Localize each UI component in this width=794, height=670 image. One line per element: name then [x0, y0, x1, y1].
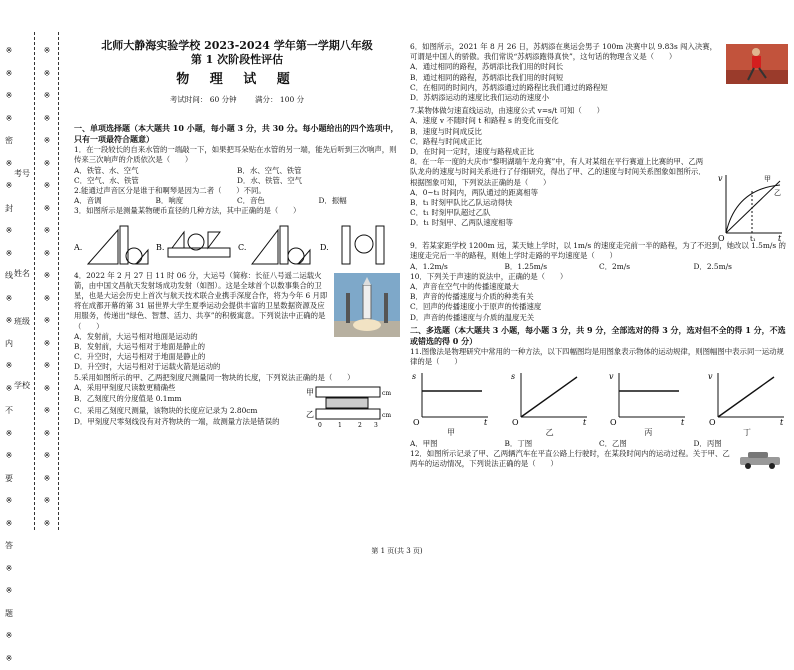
svg-text:0: 0	[318, 421, 322, 429]
question-8-text	[410, 157, 710, 241]
option: D．在时间一定时，速度与路程成正比	[410, 147, 535, 157]
coin-figure-b	[156, 220, 236, 268]
question-5-options	[74, 383, 304, 429]
seal-text: ※ ※ ※ ※ 密 ※ ※ 封 ※ ※ 线 ※ ※ 内 ※ ※ 不 ※ ※ 要 ※ ※ 答 ※ ※ 题 ※ ※	[5, 46, 13, 663]
exam-title: 第 1 次阶段性评估	[190, 53, 284, 66]
option: C．路程与时间成正比	[410, 136, 483, 146]
section1-heading: 一、单项选择题（本大题共 10 小题，每小题 3 分，共 30 分。每小题给出的四个选项中，只有一项最符合题意）	[74, 123, 399, 145]
option: D．甲刻度尺零刻线没有对齐物块的一端，故测量方法是错误的	[74, 417, 280, 427]
graph-name: 乙	[545, 428, 554, 438]
left-column	[74, 0, 400, 429]
option: A．通过相同的路程，苏炳添比我们用的时间长	[410, 62, 564, 72]
question-1: 1．在一段较长的自来水管的一端敲一下，如果把耳朵贴在水管的另一端，能先后听到三次响声，则传来三次响声的介质依次是（ ）	[74, 145, 397, 165]
exam-time: 考试时间： 60 分钟	[169, 95, 237, 104]
binding-line-left	[34, 32, 35, 530]
option: C．回声的传播速度小于原声的传播速度	[410, 302, 542, 312]
motion-graph-2	[509, 369, 591, 438]
option: B．声音的传播速度与介质的种类有关	[410, 292, 534, 302]
question-1-options	[74, 166, 400, 186]
svg-text:O: O	[511, 418, 519, 426]
option: C．升空时，大运号相对于地面是静止的	[74, 352, 206, 362]
svg-text:O: O	[708, 418, 716, 426]
graph-name: 丙	[644, 428, 653, 438]
svg-text:乙: 乙	[306, 409, 314, 419]
option: D．苏炳添运动的速度比我们运动的速度小	[410, 93, 549, 103]
subject-title: 物 理 试 题	[176, 72, 298, 87]
option: C．2m/s	[599, 261, 631, 271]
question-8-block	[410, 157, 788, 241]
svg-text:cm: cm	[382, 411, 392, 419]
binding-margin	[0, 0, 66, 663]
question-7-options	[410, 116, 788, 157]
option: B．通过相同的路程，苏炳添比我们用的时间短	[410, 72, 564, 82]
motion-graphs	[410, 369, 788, 438]
graph-name: 甲	[447, 428, 455, 438]
option: D．振幅	[318, 196, 347, 206]
option: A．速度 v 不随时间 t 和路程 s 的变化而变化	[410, 116, 559, 126]
exam-score: 满分： 100 分	[255, 95, 305, 104]
svg-text:t: t	[582, 418, 586, 426]
question-4: 4．2022 年 2 月 27 日 11 时 06 分，大运号（简称：长征八号遥二运载火箭，由中国文昌航天发射场成功发射（如图）。这是全球首个以数事集合的卫星，也是大运会历史上首次与航天技术联合业携手深度合作，将为今年 6 月即将在成都开幕的第 31 届世界大学生夏季运动会提供丰富的卫星数据资源及应用服务，传递出“绿色、智慧、活力、共享”的积极寓意。下列说法中正确的是（ ）	[74, 270, 328, 331]
question-9: 9．若某家距学校 1200m 远，某天她上学时，以 1m/s 的速度走完前一半的路程，为了不迟到，她改以 1.5m/s 的速度走完后一半的路程，则她上学时走路的平均速度是（ ）	[410, 241, 786, 261]
svg-text:v: v	[718, 174, 723, 184]
question-12-block	[410, 449, 788, 471]
sprinter-photo	[726, 44, 788, 87]
svg-text:O: O	[413, 418, 420, 426]
svg-text:2: 2	[358, 421, 362, 429]
question-9-options	[410, 262, 788, 272]
graph-name: 丁	[742, 428, 751, 438]
svg-text:甲: 甲	[764, 175, 771, 184]
option: B．速度与时间成反比	[410, 126, 482, 136]
svg-text:B.: B.	[156, 242, 165, 252]
option: A．发射前，大运号相对地面是运动的	[74, 331, 198, 341]
option: C．采用乙刻度尺测量，该物块的长度应记录为 2.80cm	[74, 405, 258, 415]
option: D．升空时，大运号相对于运载火箭是运动的	[74, 362, 221, 372]
svg-text:甲: 甲	[306, 387, 314, 397]
option: A．0~t₁ 时间内，两队通过的距离相等	[410, 187, 538, 197]
rocket-photo	[334, 273, 400, 340]
svg-text:O: O	[610, 418, 617, 426]
option: B．响度	[155, 196, 184, 206]
option: C．t₁ 时刻甲队超过乙队	[410, 208, 491, 218]
option: B．1.25m/s	[504, 261, 548, 271]
question-2: 2.能通过声音区分是谁于和啊琴是因为二者（ ）不同。	[74, 186, 266, 196]
svg-text:t: t	[681, 418, 685, 426]
label-class: 班级	[14, 317, 30, 326]
question-6-options	[410, 62, 720, 103]
svg-text:t: t	[779, 418, 784, 426]
svg-text:v: v	[609, 372, 614, 382]
option: A．音调	[74, 196, 102, 206]
option: B．发射前，大运号相对于地面是静止的	[74, 342, 206, 352]
coin-figure-c	[238, 220, 318, 268]
question-3: 3．如图所示是测量某物硬币直径的几种方法，其中正确的是（ ）	[74, 206, 301, 216]
coin-measurement-figures	[74, 220, 400, 268]
question-10: 10．下列关于声速的说法中，正确的是（ ）	[410, 271, 568, 281]
option: B．t₁ 时刻甲队比乙队运动得快	[410, 198, 513, 208]
option: A．1.2m/s	[410, 261, 448, 271]
option: B．乙刻度尺的分度值是 0.1mm	[74, 394, 182, 404]
question-8: 8．在一年一度的大庆市“黎明湖端午龙舟赛”中，有人对某组在平行赛道上比赛的甲、乙两队龙舟的速度与时间关系进行了仔细研究，得出了甲、乙的速度与时间关系图象如图所示．根据图象可知，下列说法正确的是（ ）	[410, 157, 706, 187]
label-name: 姓名	[14, 269, 30, 278]
option: D．2.5m/s	[693, 261, 732, 271]
seal-text-right: ※ ※ ※ ※ ※ ※ ※ ※ ※ ※ ※ ※ ※ ※ ※ ※ ※ ※ ※ ※ ※ ※	[43, 46, 51, 528]
svg-text:3: 3	[374, 421, 378, 429]
option: B．水、空气、铁管	[237, 165, 302, 175]
svg-text:t₁: t₁	[750, 235, 756, 242]
option: B．丁图	[504, 438, 533, 448]
coin-figure-d	[320, 220, 400, 268]
svg-text:C.: C.	[238, 242, 247, 252]
question-11-options	[410, 439, 788, 449]
option: D．声音的传播速度与介质的温度无关	[410, 312, 535, 322]
motion-graph-4	[706, 369, 788, 438]
option: C．乙图	[599, 438, 627, 448]
option: A．甲图	[410, 438, 438, 448]
svg-text:1: 1	[338, 421, 342, 429]
motion-graph-1	[410, 369, 492, 438]
question-10-options	[410, 282, 788, 323]
svg-text:t: t	[484, 418, 488, 426]
label-school: 学校	[14, 381, 30, 390]
exam-meta	[74, 95, 400, 105]
svg-text:A.: A.	[74, 242, 83, 252]
svg-text:乙: 乙	[774, 189, 781, 198]
option: A．铁管、水、空气	[74, 165, 139, 175]
svg-text:cm: cm	[382, 389, 392, 397]
svg-text:s: s	[412, 372, 417, 382]
label-exam-number: 考号	[14, 169, 30, 178]
option: A．采用甲刻度尺读数更精确些	[74, 382, 176, 392]
option: C．空气、水、铁管	[74, 175, 139, 185]
question-5: 5.采用如图所示的甲、乙两把刻度尺测量同一物块的长度，下列说法正确的是（ ）	[74, 372, 355, 382]
question-7: 7.某物体做匀速直线运动，由速度公式 v=s/t 可知（ ）	[410, 106, 604, 116]
page-footer: 第 1 页(共 3 页)	[371, 547, 423, 555]
right-column	[410, 42, 788, 471]
svg-text:v: v	[707, 372, 713, 382]
binding-line-right	[58, 32, 59, 530]
question-6: 6．如图所示，2021 年 8 月 26 日，苏炳添在奥运会男子 100m 决赛中以 9.83s 闯入决赛，可谓是中国人的骄傲。我们常说“苏炳添跑得真快”，这句话的物理含义是（ ）	[410, 42, 718, 62]
svg-text:D.: D.	[320, 242, 329, 252]
svg-text:t: t	[778, 234, 782, 242]
option: A．声音在空气中的传播速度最大	[410, 282, 519, 292]
svg-text:s: s	[510, 372, 515, 382]
motion-graph-3	[607, 369, 689, 438]
question-12: 12．如图所示记录了甲、乙两辆汽车在平直公路上行驶时，在某段时间内的运动过程。关于甲、乙两车的运动情况，下列说法正确的是（ ）	[410, 448, 730, 469]
car-figure	[736, 449, 788, 471]
velocity-time-graph	[716, 171, 786, 241]
ruler-figure	[304, 383, 396, 429]
svg-text:O: O	[718, 234, 725, 242]
question-8-options	[410, 188, 710, 229]
school-title: 北师大静海实验学校 2023-2024 学年第一学期八年级	[101, 39, 373, 52]
section2-heading: 二、多选题（本大题共 3 小题，每小题 3 分，共 9 分，全部选对的得 3 分，选对但不全的得 1 分，不选或错选的得 0 分）	[410, 324, 786, 346]
option: D．水、铁管、空气	[237, 175, 303, 185]
option: C．在相同的时间内，苏炳添通过的路程比我们通过的路程短	[410, 82, 608, 92]
option: C．音色	[237, 196, 265, 206]
option: D．丙图	[693, 438, 722, 448]
option: D．t₁ 时刻甲、乙两队速度相等	[410, 218, 513, 228]
coin-figure-a	[74, 220, 154, 268]
question-2-options	[74, 196, 400, 206]
question-4-options	[74, 332, 328, 373]
question-5-body	[74, 383, 400, 429]
question-11: 11.图像法是物理研究中常用的一种方法，以下四幅图均是用图象表示物体的运动规律，则图幅图中表示同一运动规律的是（ ）	[410, 346, 784, 367]
